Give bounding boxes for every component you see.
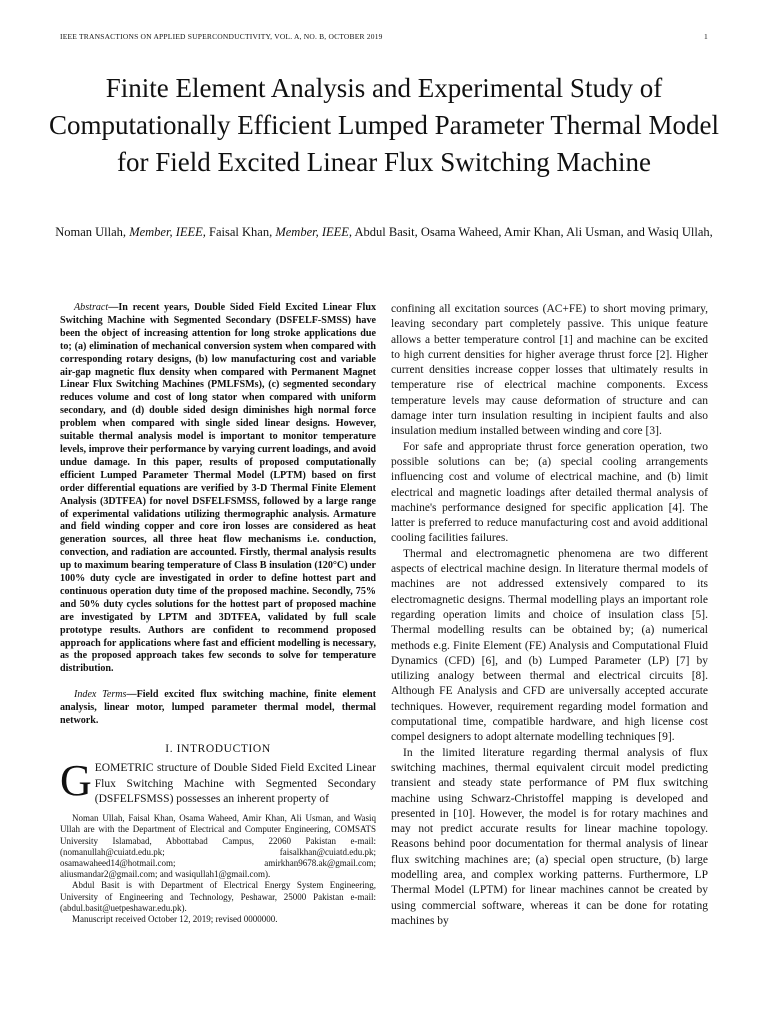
- body-paragraph-3: Thermal and electromagnetic phenomena are two different aspects of electrical machine design. In literature thermal models of machines are not addressed extensively compared to its electromagnetic designs. Thermal modelling plays an important role regarding operation limits and choice of insulation class [5]. Thermal modelling results can be obtained by; (a) numerical methods e.g. Finite Element (FE) Analysis and Computational Fluid Dynamics (CFD) [6], and (b) Lumped Parameter (LP) [7] by utilizing analogy between thermal and electrical circuits [8]. Although FE Analysis and CFD are universally accepted accurate techniques. However, requirement regarding model formation and computational time, compatible hardware, and high license cost compel designers to adopt alternate modelling techniques [9].: [391, 547, 708, 744]
- footnote-manuscript: Manuscript received October 12, 2019; revised 0000000.: [72, 914, 278, 925]
- author-1: Noman Ullah,: [55, 225, 130, 239]
- introduction-text: structure of Double Sided Field Excited Linear Flux Switching Machine with Segmented Secondary (DSFELFSMSS) possesses an inherent property of: [94, 762, 376, 805]
- footnote-affiliation-2: Abdul Basit is with Department of Electrical Energy System Engineering, University of Engineering and Technology, Peshawar, 25000 Pakistan e-mail: (abdul.basit@uetpeshawar.edu.pk).: [60, 880, 376, 913]
- index-terms-text: —Field excited flux switching machine, finite element analysis, linear motor, lumped parameter thermal model, thermal network.: [60, 689, 376, 727]
- page-number: 1: [704, 32, 708, 41]
- right-column: [391, 302, 708, 929]
- left-column: [60, 302, 376, 925]
- first-word: EOMETRIC: [94, 762, 154, 775]
- abstract-label: Abstract: [74, 302, 109, 313]
- author-rest: Abdul Basit, Osama Waheed, Amir Khan, Ali Usman, and Wasiq Ullah,: [352, 225, 713, 239]
- index-terms: [60, 689, 376, 728]
- footnote-affiliation-1: Noman Ullah, Faisal Khan, Osama Waheed, Amir Khan, Ali Usman, and Wasiq Ullah are with the Department of Electrical and Computer Engineering, COMSATS University Islamabad, Abbottabad Campus, 22060 Pakistan e-mail: (nomanullah@cuiatd.edu.pk; faisalkhan@cuiatd.edu.pk; osamawaheed14@hotmail.com; amirkhan9678.ak@gmail.com; aliusmandar2@gmail.com; and wasiqullah1@gmail.com).: [60, 813, 376, 880]
- introduction-paragraph: [60, 756, 376, 807]
- paper-title: Finite Element Analysis and Experimental Study of Computationally Efficient Lumped Parameter Thermal Model for Field Excited Linear Flux Switching Machine: [48, 73, 720, 177]
- footnotes: [60, 813, 376, 925]
- author-list: [50, 224, 718, 241]
- index-terms-label: Index Terms: [74, 689, 127, 701]
- body-paragraph-2: For safe and appropriate thrust force generation operation, two possible solutions can be; (a) special cooling arrangements influencing cost and volume of electrical machine, and (b) limit electrical and magnetic loadings after detailed thermal analysis of machine's performance designed for specific application [4]. The latter is preferred to reduce manufacturing cost and avoid additional cooling facilities failures.: [391, 440, 708, 545]
- author-2: Faisal Khan,: [205, 225, 276, 239]
- body-paragraph-1: confining all excitation sources (AC+FE) to short moving primary, leaving secondary part completely passive. This unique feature allows a better temperature control [1] and machine can be excited to high current densities for higher average thrust force [2]. Higher current densities increase copper losses that ultimately results in temperature rise of electrical machine components. Excess temperature levels may cause deformation of structure and can damage inter turn insulation resulting in incipient faults and also insulation medium installed between winding and core [3].: [391, 303, 708, 438]
- author-1-membership: Member, IEEE,: [129, 225, 206, 239]
- section-heading-introduction: I. INTRODUCTION: [165, 743, 271, 755]
- author-2-membership: Member, IEEE,: [275, 225, 353, 239]
- running-head: [60, 32, 708, 46]
- body-paragraph-4: In the limited literature regarding thermal analysis of flux switching machines, thermal equivalent circuit model predicting transient and steady state performance of PM flux switching machine using Schwarz-Christoffel mapping is developed and presented in [10]. However, the model is for rotary machines and may not predict accurate results for linear machine topology. Reasons behind poor documentation for thermal analysis of linear flux switching machines are; (a) special open structure, (b) large modelling area, and complex working patterns. Furthermore, LP Thermal Model (LPTM) for linear machines cannot be created by using commercial software, whereas it can be done for rotating machines by: [391, 746, 708, 927]
- abstract: [60, 302, 376, 676]
- drop-cap: G: [60, 756, 92, 806]
- abstract-text: —In recent years, Double Sided Field Excited Linear Flux Switching Machine with Segmented Secondary (DSFELF-SMSS) have been the object of increasing attention for long stroke applications due to; (a) elimination of mechanical conversion system when compared with corresponding rotary designs, (b) low manufacturing cost and variable air-gap magnetic flux density when compared with Permanent Magnet Linear Flux Switching Machines (PMLFSMs), (c) segmented secondary reduces volume and cost of long stator when compared with uniform secondary, and (d) double sided design diminishes high normal force problem when compared with single sided linear designs. However, suitable thermal analysis model is important to monitor temperature levels, improve their performance by varying current loadings, and avoid undue damage. In this paper, results of proposed computationally efficient Lumped Parameter Thermal Model (LPTM) based on first order differential equations are verified by 3-D Thermal Finite Element Analysis (3DTFEA) for novel DSFELFSMSS, followed by a large range of experimental validations utilizing thermographic analysis. Armature and field winding copper and core iron losses are considered as heat generation sources, all three heat flow mechanisms i.e. conduction, convection, and radiation are accounted. Firstly, thermal analysis results up to maximum bearing temperature of Class B insulation (120°C) under 100% duty cycle are investigated in order to define hottest part and continuous operation duty time of the proposed machine. Secondly, 75% and 50% duty cycles solutions for the hottest part of proposed machine are investigated by LPTM and 3DTFEA, validated by full scale prototype results. Authors are confident to recommend proposed approach for applications where fast and efficient modelling is necessary, as the proposed approach takes few seconds to solve for temperature distribution.: [60, 302, 376, 675]
- journal-header: IEEE TRANSACTIONS ON APPLIED SUPERCONDUCTIVITY, VOL. A, NO. B, OCTOBER 2019: [60, 32, 383, 41]
